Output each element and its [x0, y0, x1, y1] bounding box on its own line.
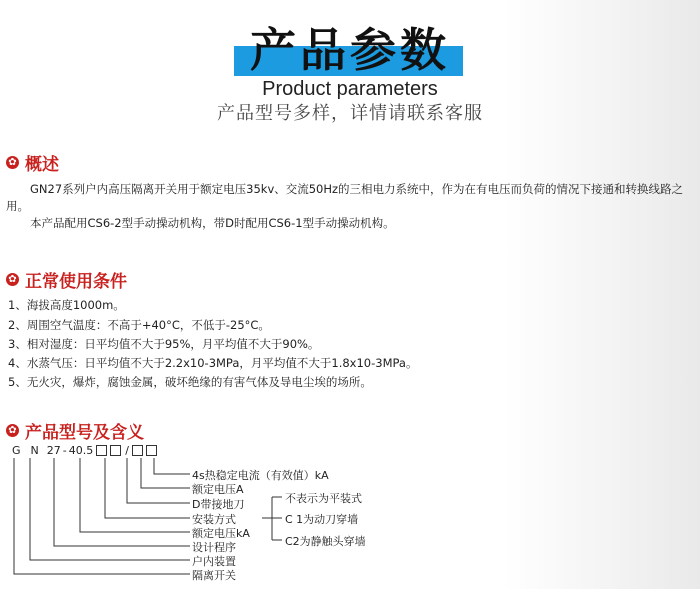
- section-bullet-icon: ✿: [6, 424, 19, 437]
- page-subtitle-en: Product parameters: [262, 78, 438, 100]
- overview-line-1: GN27系列户内高压隔离开关用于额定电压35kv、交流50Hz的三相电力系统中，作为在有电压而负荷的情况下接通和转换线路之: [30, 182, 684, 196]
- model-code-volt: 40.5: [68, 444, 94, 457]
- section-bullet-icon: ✿: [6, 156, 19, 169]
- model-label: 安装方式: [192, 513, 236, 526]
- page-title: 产品参数: [250, 23, 450, 77]
- condition-item: 4、水蒸气压：日平均值不大于2.2x10-3MPa，月平均值不大于1.8x10-3MPa。: [8, 356, 418, 370]
- model-label: 户内装置: [192, 555, 236, 568]
- conditions-heading-text: 正常使用条件: [25, 272, 127, 292]
- model-code-num: 27: [46, 444, 61, 457]
- model-label: 设计程序: [192, 541, 236, 554]
- section-bullet-icon: ✿: [6, 273, 19, 286]
- model-code-dash: -: [62, 444, 67, 457]
- install-option: 不表示为平装式: [285, 492, 362, 505]
- install-option: C2为静触头穿墙: [285, 535, 366, 548]
- overview-line-2: 用。: [6, 199, 29, 213]
- overview-heading-text: 概述: [25, 155, 59, 175]
- condition-item: 1、海拔高度1000m。: [8, 298, 125, 312]
- model-label: 额定电压kA: [192, 527, 250, 540]
- condition-item: 2、周围空气温度：不高于+40°C，不低于-25°C。: [8, 318, 270, 332]
- condition-item: 5、无火灾，爆炸，腐蚀金属，破坏绝缘的有害气体及导电尘埃的场所。: [8, 375, 372, 389]
- model-code-slash: /: [125, 444, 129, 457]
- model-code-g: G: [12, 444, 21, 457]
- model-heading-text: 产品型号及含义: [25, 423, 144, 443]
- page-subtitle-cn: 产品型号多样，详情请联系客服: [217, 103, 483, 124]
- model-label: D带接地刀: [192, 498, 245, 511]
- model-label: 额定电压A: [192, 483, 244, 496]
- install-option: C 1为动刀穿墙: [285, 513, 359, 526]
- condition-item: 3、相对湿度：日平均值不大于95%，月平均值不大于90%。: [8, 337, 320, 351]
- model-code-n: N: [30, 444, 39, 457]
- overview-line-3: 本产品配用CS6-2型手动操动机构，带D时配用CS6-1型手动操动机构。: [30, 216, 395, 230]
- model-label: 隔离开关: [192, 569, 236, 582]
- model-label: 4s热稳定电流（有效值）kA: [192, 469, 329, 482]
